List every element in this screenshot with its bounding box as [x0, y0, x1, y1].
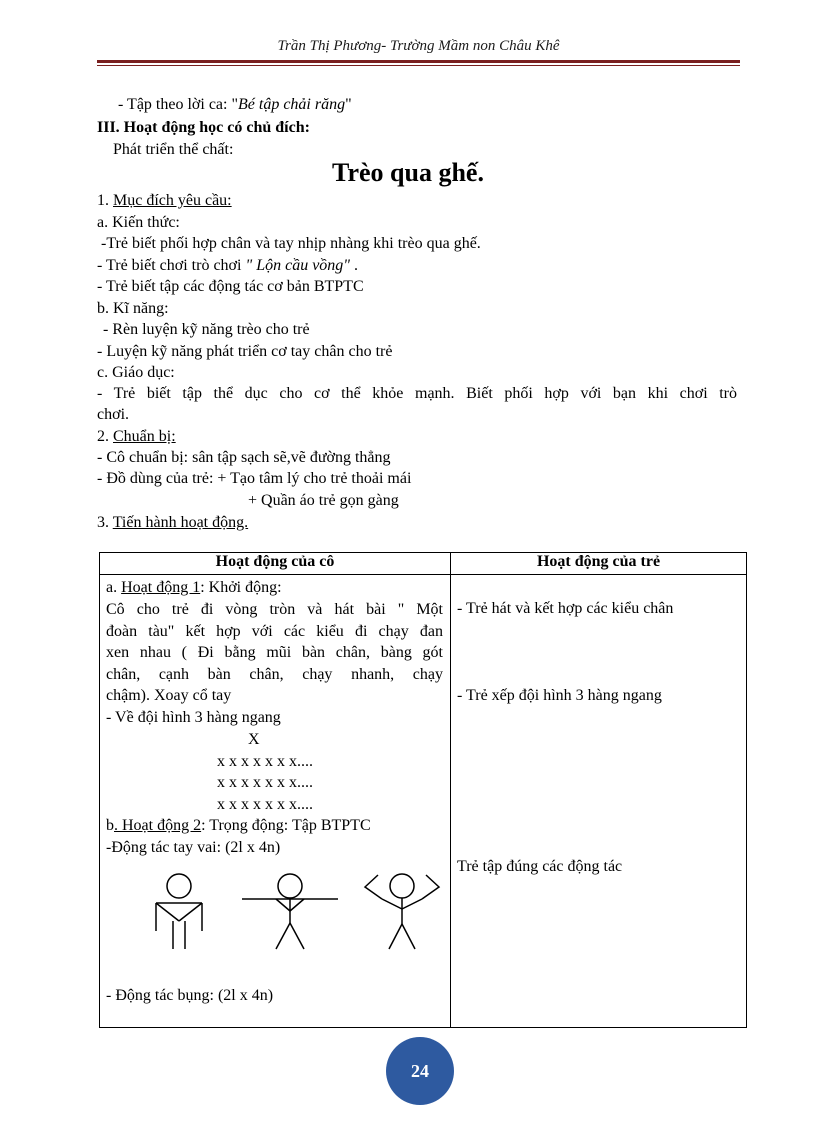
- b-label: b. Kĩ năng:: [97, 300, 169, 317]
- prep-1: - Cô chuẩn bị: sân tập sạch sẽ,vẽ đường thẳng: [97, 449, 391, 466]
- s2-title: Chuẩn bị:: [113, 428, 176, 445]
- col-teacher-header: Hoạt động của cô: [100, 553, 451, 575]
- col-child-header: Hoạt động của trẻ: [451, 553, 747, 575]
- a2-game: " Lộn cầu vồng": [245, 257, 351, 274]
- teacher-line-1: Cô cho trẻ đi vòng tròn và hát bài " Một: [106, 601, 443, 618]
- teacher-line-2: đoàn tàu" kết hợp với các kiểu đi chạy đan: [106, 623, 443, 640]
- a2-suffix: .: [350, 257, 359, 274]
- child-line-2: - Trẻ xếp đội hình 3 hàng ngang: [457, 687, 662, 704]
- prep-3: + Quần áo trẻ gọn gàng: [248, 492, 399, 509]
- formation-row-3: x x x x x x x....: [217, 796, 313, 813]
- intro-suffix: ": [345, 96, 352, 113]
- page-number-badge: 24: [386, 1037, 454, 1105]
- header-rule-thick: [97, 60, 740, 63]
- stick-figure-arms-sideways-icon: [240, 873, 340, 953]
- page-header: Trần Thị Phương- Trường Mầm non Châu Khê: [277, 38, 560, 54]
- s1-heading: [97, 191, 232, 211]
- teacher-line-8: - Động tác bụng: (2l x 4n): [106, 987, 274, 1004]
- header-rule-thin: [97, 65, 740, 66]
- a2-prefix: - Trẻ biết chơi trò chơi: [97, 257, 246, 274]
- s1-number: 1.: [97, 192, 113, 209]
- activity-2-heading: [106, 816, 371, 836]
- c-item-1: - Trẻ biết tập thể dục cho cơ thể khỏe mạnh. Biết phối hợp với bạn khi chơi trò: [97, 385, 737, 402]
- intro-line: [118, 95, 352, 115]
- teacher-cell: [100, 575, 451, 1028]
- stick-figure-arms-down-icon: [150, 873, 210, 953]
- formation-row-1: x x x x x x x....: [217, 753, 313, 770]
- intro-prefix: - Tập theo lời ca: ": [118, 96, 238, 113]
- activity-1-rest: : Khởi động:: [200, 579, 282, 596]
- prep-2: - Đồ dùng của trẻ: + Tạo tâm lý cho trẻ thoải mái: [97, 470, 412, 487]
- activity-1-heading: [106, 578, 282, 598]
- s2-number: 2.: [97, 428, 113, 445]
- teacher-line-5: chậm). Xoay cổ tay: [106, 687, 232, 704]
- teacher-line-7: -Động tác tay vai: (2l x 4n): [106, 839, 281, 856]
- section-title: III. Hoạt động học có chủ đích:: [97, 119, 310, 136]
- a-item-2: [97, 256, 358, 276]
- a-item-3: - Trẻ biết tập các động tác cơ bản BTPTC: [97, 278, 364, 295]
- activity-2-prefix: b: [106, 817, 114, 834]
- s2-heading: [97, 427, 176, 447]
- child-line-1: - Trẻ hát và kết hợp các kiểu chân: [457, 600, 674, 617]
- activity-1-prefix: a.: [106, 579, 122, 596]
- activity-table: [99, 552, 747, 1028]
- s3-title: Tiến hành hoạt động.: [112, 514, 249, 531]
- teacher-line-3: xen nhau ( Đi bằng mũi bàn chân, bàng gót: [106, 644, 443, 661]
- b-item-1: - Rèn luyện kỹ năng trèo cho trẻ: [103, 321, 310, 338]
- s3-number: 3.: [97, 514, 113, 531]
- c-label: c. Giáo dục:: [97, 364, 175, 381]
- stick-figure-arms-up-icon: [362, 869, 442, 953]
- s1-title: Mục đích yêu cầu:: [113, 192, 232, 209]
- b-item-2: - Luyện kỹ năng phát triển cơ tay chân cho trẻ: [97, 343, 393, 360]
- formation-leader: X: [248, 731, 260, 748]
- a-item-1: -Trẻ biết phối hợp chân và tay nhịp nhàng khi trèo qua ghế.: [101, 235, 481, 252]
- formation-row-2: x x x x x x x....: [217, 774, 313, 791]
- activity-1-title: Hoạt động 1: [121, 579, 201, 596]
- teacher-line-6: - Về đội hình 3 hàng ngang: [106, 709, 281, 726]
- activity-2-rest: : Trọng động: Tập BTPTC: [201, 817, 371, 834]
- c-item-1b: chơi.: [97, 406, 130, 423]
- subject: Phát triển thể chất:: [113, 141, 234, 158]
- teacher-line-4: chân, cạnh bàn chân, chạy nhanh, chạy: [106, 666, 443, 683]
- child-line-3: Trẻ tập đúng các động tác: [457, 858, 623, 875]
- child-cell: [451, 575, 747, 1028]
- lesson-title: Trèo qua ghế.: [332, 158, 484, 187]
- a-label: a. Kiến thức:: [97, 214, 180, 231]
- s3-heading: [97, 513, 248, 533]
- intro-song: Bé tập chải răng: [238, 96, 346, 113]
- activity-2-title: . Hoạt động 2: [114, 817, 202, 834]
